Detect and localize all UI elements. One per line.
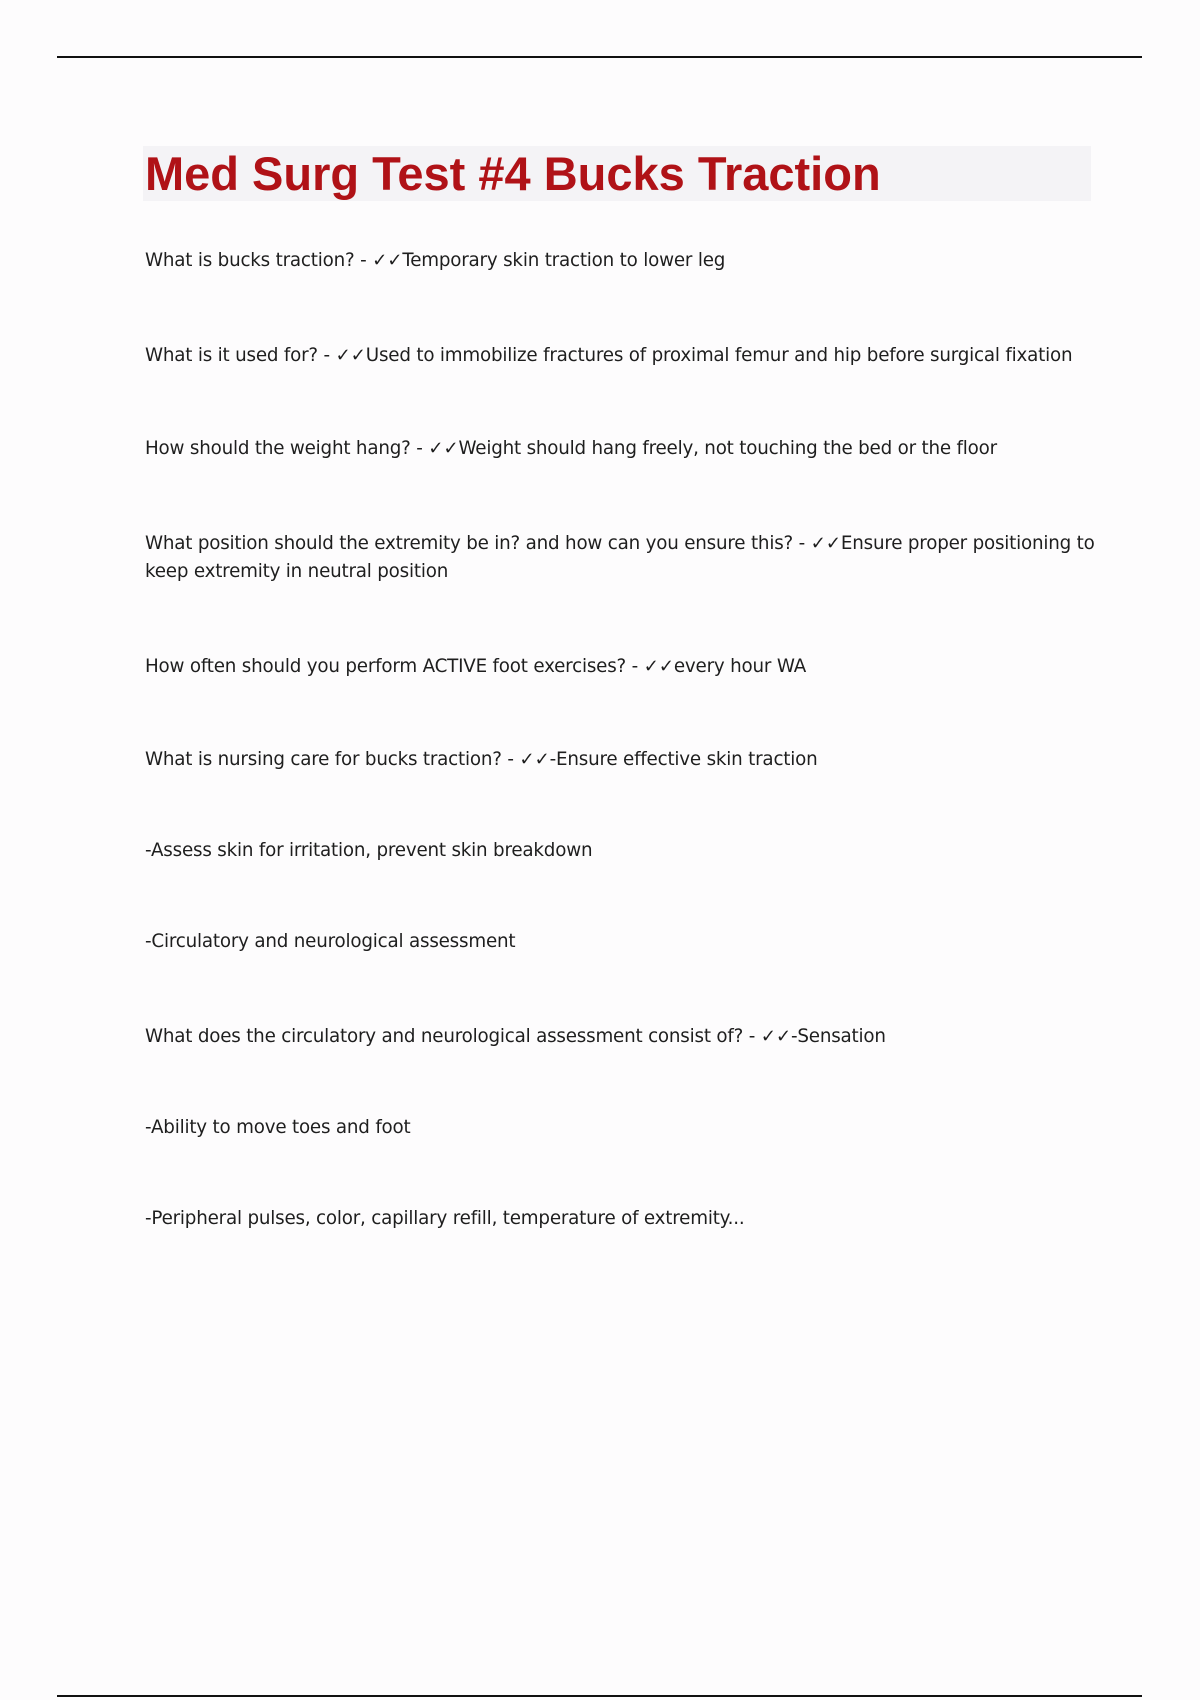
- qa-item: How should the weight hang? - ✓✓Weight should hang freely, not touching the bed or the floor: [145, 438, 997, 459]
- qa-item: What does the circulatory and neurological assessment consist of? - ✓✓-Sensation: [145, 1026, 886, 1047]
- qa-item: What is it used for? - ✓✓Used to immobilize fractures of proximal femur and hip before surgical fixation: [145, 345, 1073, 366]
- qa-item: What is bucks traction? - ✓✓Temporary skin traction to lower leg: [145, 250, 726, 271]
- top-rule: [57, 56, 1142, 58]
- qa-item: What is nursing care for bucks traction? - ✓✓-Ensure effective skin traction: [145, 749, 818, 770]
- qa-item: How often should you perform ACTIVE foot exercises? - ✓✓every hour WA: [145, 656, 806, 677]
- bottom-rule: [57, 1695, 1142, 1697]
- qa-item: -Assess skin for irritation, prevent skin breakdown: [145, 840, 593, 861]
- document-title: Med Surg Test #4 Bucks Traction: [145, 147, 881, 200]
- qa-item: -Circulatory and neurological assessment: [145, 931, 516, 952]
- qa-item: -Ability to move toes and foot: [145, 1117, 411, 1138]
- qa-item: -Peripheral pulses, color, capillary refill, temperature of extremity...: [145, 1208, 745, 1229]
- qa-item: What position should the extremity be in? and how can you ensure this? - ✓✓Ensure proper positioning to keep extremity in neutral position: [145, 533, 1095, 582]
